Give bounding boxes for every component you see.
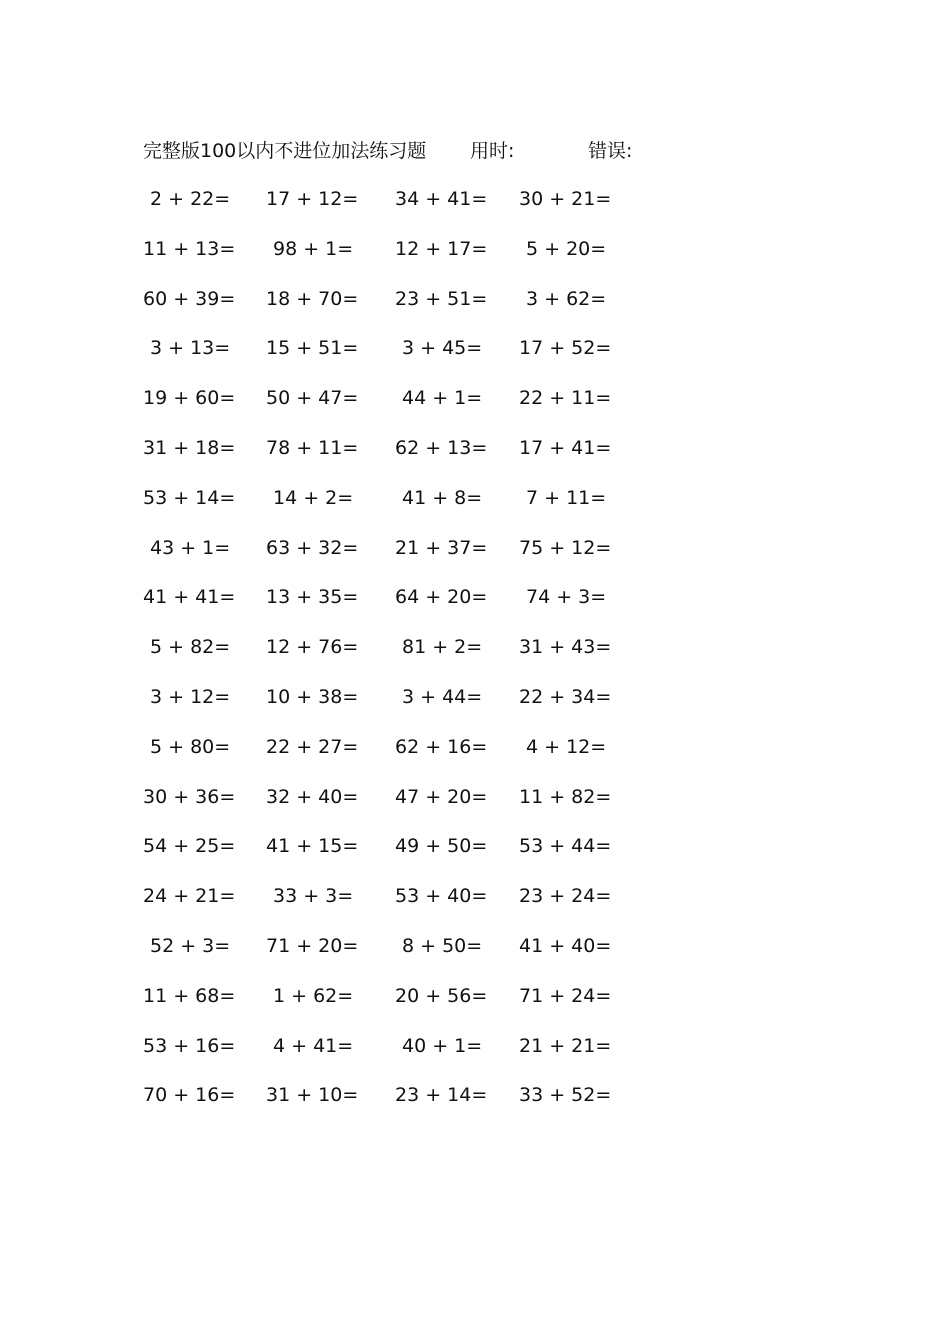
problem-item: 33 + 3= (273, 885, 354, 908)
problem-item: 31 + 43= (519, 636, 612, 659)
problem-item: 53 + 40= (395, 885, 488, 908)
problem-grid (0, 184, 950, 1130)
problem-item: 11 + 68= (143, 984, 236, 1007)
problem-item: 71 + 24= (519, 984, 612, 1007)
problem-item: 62 + 16= (395, 735, 488, 758)
problem-item: 17 + 52= (519, 337, 612, 360)
problem-item: 3 + 13= (150, 337, 231, 360)
problem-item: 7 + 11= (526, 486, 607, 509)
problem-item: 62 + 13= (395, 436, 488, 459)
problem-item: 13 + 35= (266, 586, 359, 609)
problem-item: 43 + 1= (150, 536, 231, 559)
problem-item: 3 + 45= (402, 337, 483, 360)
problem-row (0, 981, 950, 1031)
problem-item: 8 + 50= (402, 934, 483, 957)
problem-item: 32 + 40= (266, 785, 359, 808)
problem-item: 15 + 51= (266, 337, 359, 360)
problem-item: 4 + 12= (526, 735, 607, 758)
problem-item: 74 + 3= (526, 586, 607, 609)
problem-item: 52 + 3= (150, 934, 231, 957)
time-label: 用时: (470, 140, 515, 162)
problem-item: 75 + 12= (519, 536, 612, 559)
problem-item: 54 + 25= (143, 835, 236, 858)
problem-row (0, 383, 950, 433)
problem-item: 41 + 41= (143, 586, 236, 609)
problem-row (0, 333, 950, 383)
problem-item: 5 + 82= (150, 636, 231, 659)
problem-row (0, 1080, 950, 1130)
problem-row (0, 284, 950, 334)
problem-item: 21 + 21= (519, 1034, 612, 1057)
problem-item: 3 + 62= (526, 287, 607, 310)
problem-item: 60 + 39= (143, 287, 236, 310)
problem-item: 81 + 2= (402, 636, 483, 659)
problem-item: 12 + 17= (395, 237, 488, 260)
problem-item: 21 + 37= (395, 536, 488, 559)
problem-item: 3 + 44= (402, 685, 483, 708)
problem-item: 14 + 2= (273, 486, 354, 509)
problem-item: 41 + 15= (266, 835, 359, 858)
problem-item: 17 + 12= (266, 188, 359, 210)
problem-item: 34 + 41= (395, 188, 488, 210)
problem-item: 17 + 41= (519, 436, 612, 459)
problem-item: 31 + 18= (143, 436, 236, 459)
problem-item: 12 + 76= (266, 636, 359, 659)
problem-item: 49 + 50= (395, 835, 488, 858)
problem-item: 22 + 27= (266, 735, 359, 758)
problem-item: 23 + 24= (519, 885, 612, 908)
problem-row (0, 1031, 950, 1081)
problem-item: 41 + 40= (519, 934, 612, 957)
problem-item: 20 + 56= (395, 984, 488, 1007)
problem-item: 23 + 14= (395, 1084, 488, 1107)
problem-item: 22 + 11= (519, 387, 612, 410)
problem-row (0, 881, 950, 931)
error-label: 错误: (588, 140, 633, 162)
problem-item: 33 + 52= (519, 1084, 612, 1107)
problem-item: 30 + 21= (519, 188, 612, 210)
problem-row (0, 582, 950, 632)
problem-item: 30 + 36= (143, 785, 236, 808)
problem-item: 71 + 20= (266, 934, 359, 957)
problem-row (0, 483, 950, 533)
problem-item: 44 + 1= (402, 387, 483, 410)
problem-item: 19 + 60= (143, 387, 236, 410)
problem-item: 24 + 21= (143, 885, 236, 908)
problem-item: 10 + 38= (266, 685, 359, 708)
problem-item: 11 + 82= (519, 785, 612, 808)
problem-item: 53 + 14= (143, 486, 236, 509)
problem-row (0, 931, 950, 981)
problem-item: 11 + 13= (143, 237, 236, 260)
problem-item: 4 + 41= (273, 1034, 354, 1057)
problem-row (0, 831, 950, 881)
problem-row (0, 782, 950, 832)
problem-row (0, 433, 950, 483)
problem-item: 70 + 16= (143, 1084, 236, 1107)
problem-item: 5 + 20= (526, 237, 607, 260)
problem-item: 64 + 20= (395, 586, 488, 609)
problem-row (0, 184, 950, 234)
problem-item: 40 + 1= (402, 1034, 483, 1057)
problem-row (0, 632, 950, 682)
problem-item: 63 + 32= (266, 536, 359, 559)
problem-item: 50 + 47= (266, 387, 359, 410)
problem-item: 31 + 10= (266, 1084, 359, 1107)
problem-row (0, 533, 950, 583)
problem-item: 41 + 8= (402, 486, 483, 509)
problem-item: 1 + 62= (273, 984, 354, 1007)
problem-item: 3 + 12= (150, 685, 231, 708)
problem-item: 98 + 1= (273, 237, 354, 260)
problem-item: 23 + 51= (395, 287, 488, 310)
problem-row (0, 682, 950, 732)
problem-item: 78 + 11= (266, 436, 359, 459)
problem-item: 47 + 20= (395, 785, 488, 808)
problem-item: 22 + 34= (519, 685, 612, 708)
problem-item: 53 + 16= (143, 1034, 236, 1057)
worksheet-header (0, 136, 950, 166)
problem-item: 18 + 70= (266, 287, 359, 310)
problem-item: 2 + 22= (150, 188, 231, 210)
problem-row (0, 234, 950, 284)
problem-item: 5 + 80= (150, 735, 231, 758)
worksheet-title: 完整版100以内不进位加法练习题 (143, 140, 427, 162)
problem-item: 53 + 44= (519, 835, 612, 858)
problem-row (0, 732, 950, 782)
